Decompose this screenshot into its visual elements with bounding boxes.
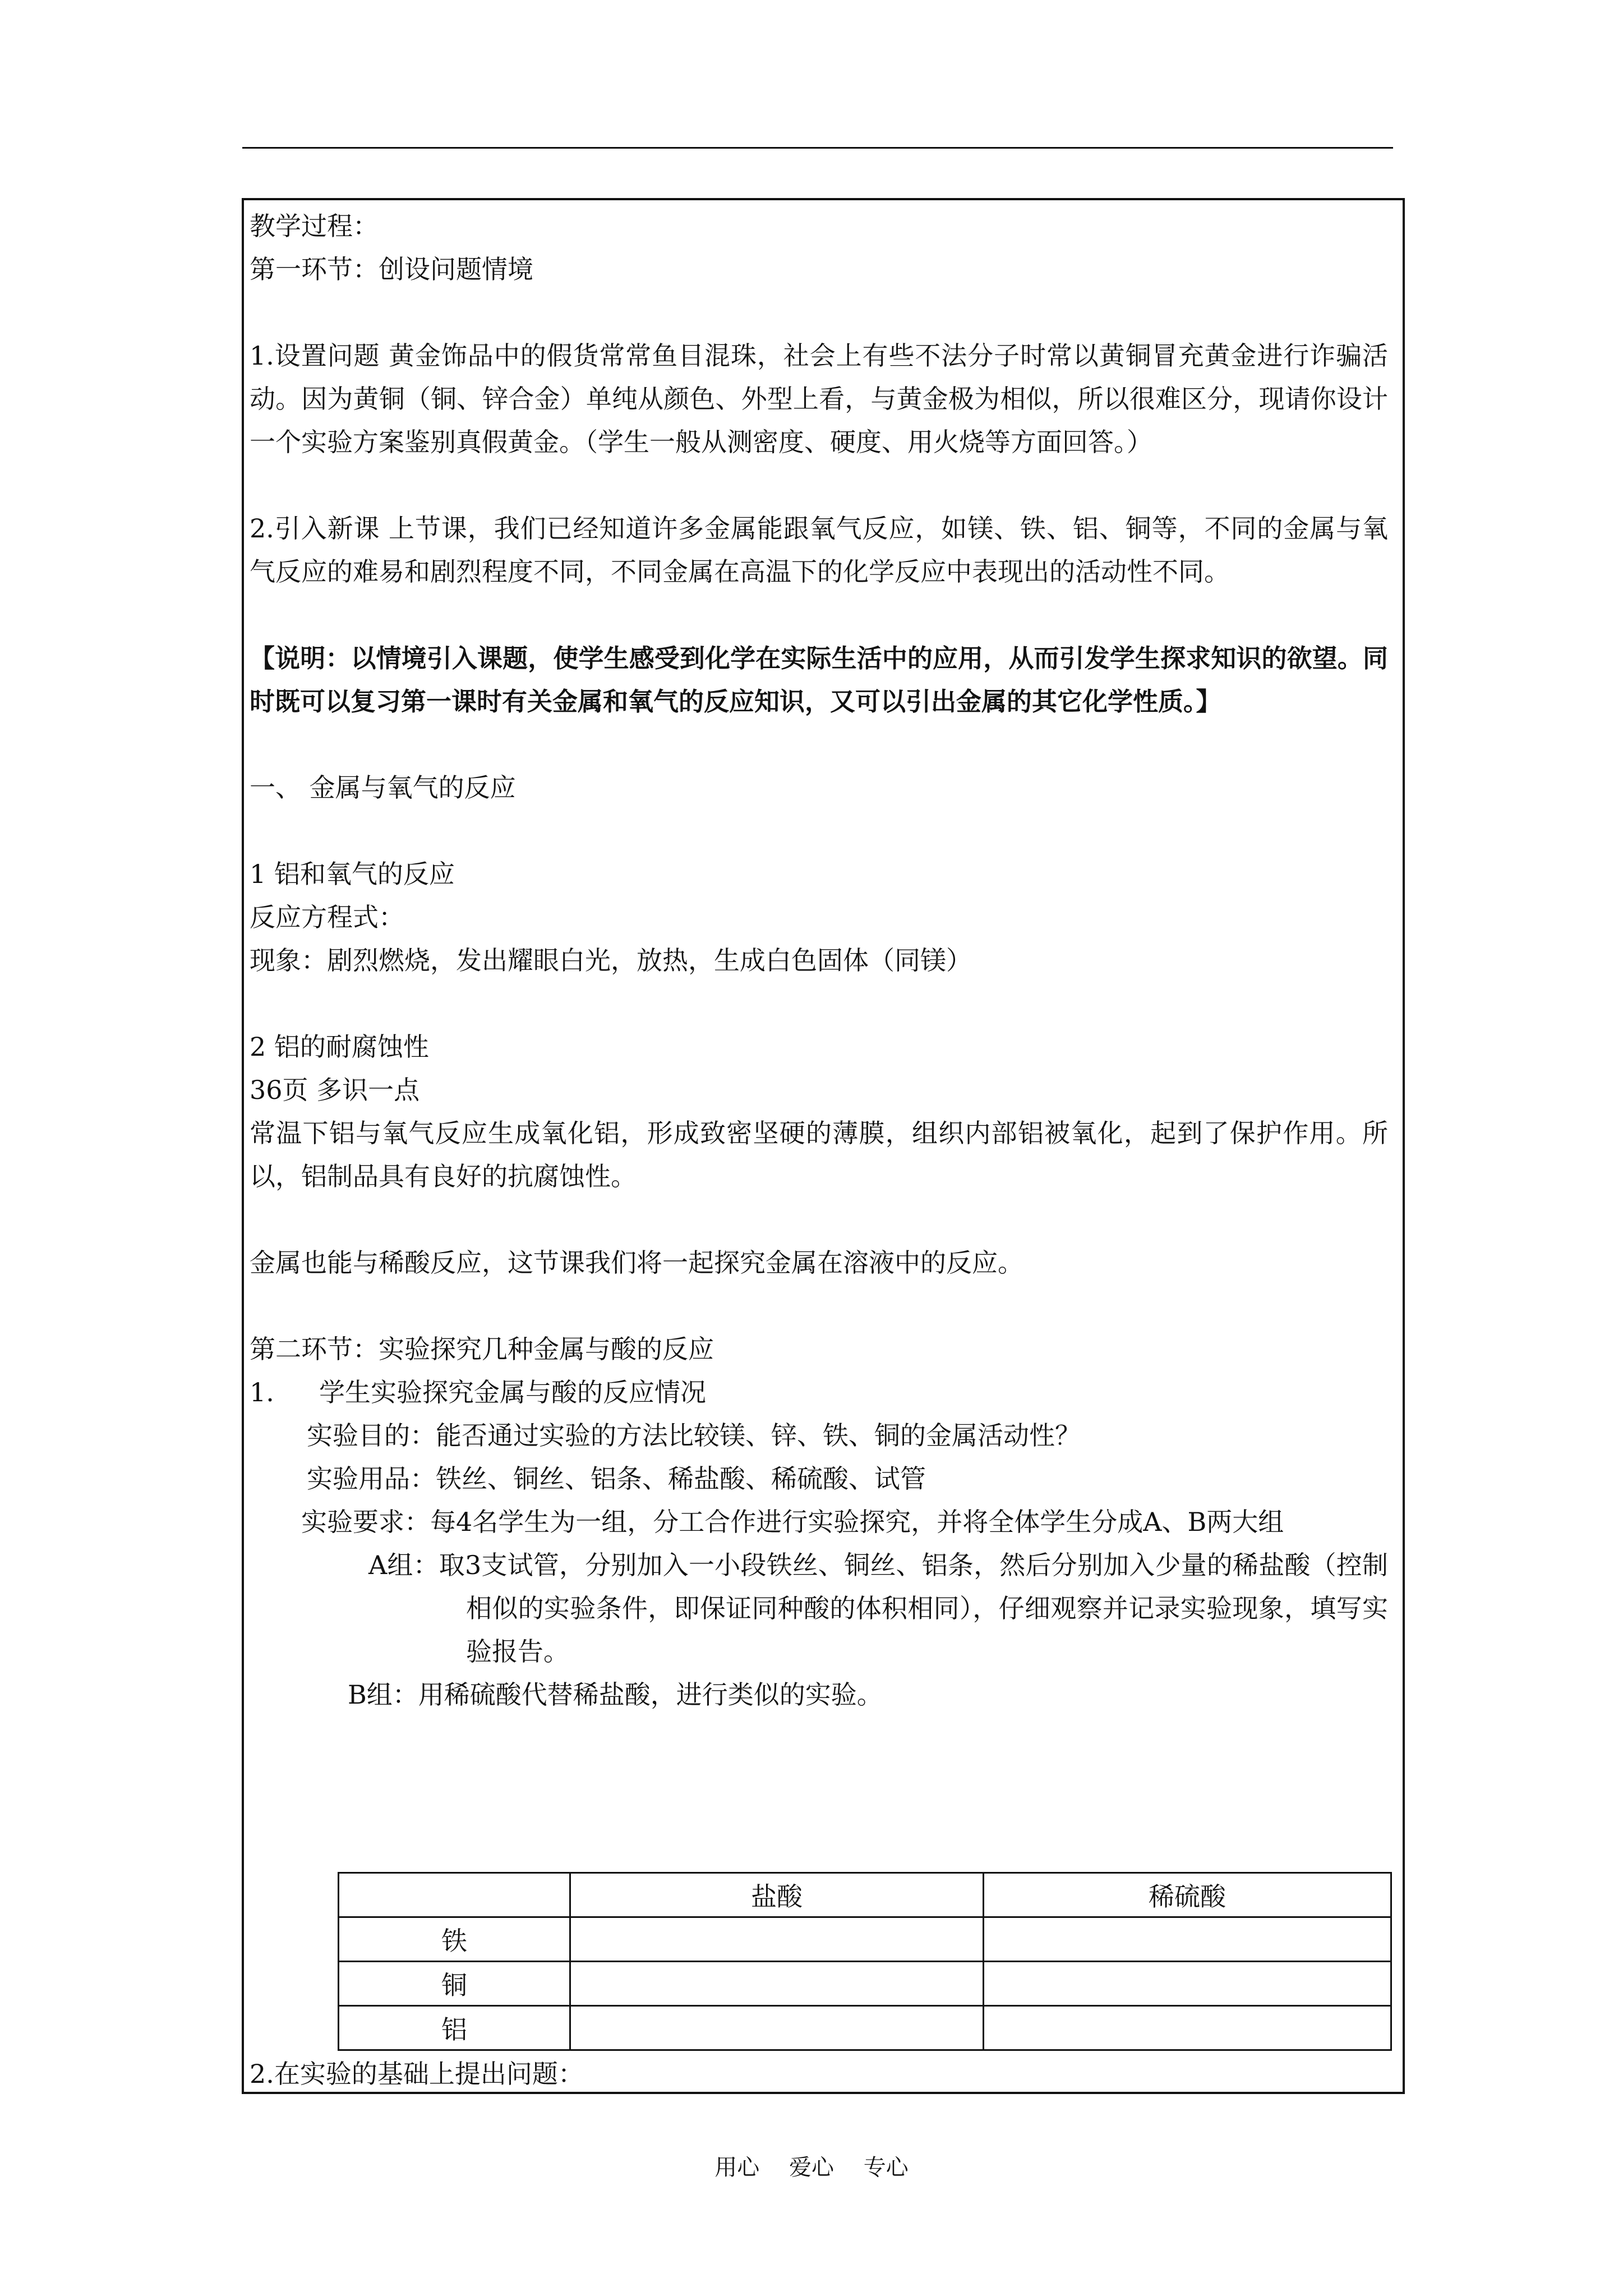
table-cell <box>984 1962 1391 2006</box>
list-item-questions: 2.在实验的基础上提出问题： <box>250 2059 584 2089</box>
group-a-instructions: A组：取3支试管，分别加入一小段铁丝、铜丝、铝条，然后分别加入少量的稀盐酸（控制相似的实验条件，即保证同种酸的体积相同），仔细观察并记录实验现象，填写实验报告。 <box>368 1550 1388 1667</box>
explanation-note: 【说明：以情境引入课题，使学生感受到化学在实际生活中的应用，从而引发学生探求知识的欲望。同时既可以复习第一课时有关金属和氧气的反应知识，又可以引出金属的其它化学性质。】 <box>250 643 1388 716</box>
heading-stage-two: 第二环节：实验探究几种金属与酸的反应 <box>250 1334 714 1364</box>
paragraph-set-question: 1.设置问题 黄金饰品中的假货常常鱼目混珠，社会上有些不法分子时常以黄铜冒充黄金进行诈骗活动。因为黄铜（铜、锌合金）单纯从颜色、外型上看，与黄金极为相似，所以很难区分，现请你设计一个实验方案鉴别真假黄金。（学生一般从测密度、硬度、用火烧等方面回答。） <box>250 341 1388 457</box>
group-b-instructions: B组：用稀硫酸代替稀盐酸，进行类似的实验。 <box>348 1680 883 1710</box>
table-cell <box>570 2006 984 2050</box>
table-row <box>339 1962 1391 2006</box>
table-row-label: 铜 <box>339 1962 570 2006</box>
page-footer: 用心 爱心 专心 <box>714 2155 909 2180</box>
list-item-text: 学生实验探究金属与酸的反应情况 <box>319 1377 706 1407</box>
subsection-corrosion-resistance: 2 铝的耐腐蚀性 <box>250 1032 429 1062</box>
page-reference: 36页 多识一点 <box>250 1075 420 1105</box>
header-rule <box>242 147 1393 149</box>
paragraph-aluminum-oxide: 常温下铝与氧气反应生成氧化铝，形成致密坚硬的薄膜，组织内部铝被氧化，起到了保护作用。所以，铝制品具有良好的抗腐蚀性。 <box>250 1118 1388 1191</box>
heading-stage-one: 第一环节：创设问题情境 <box>250 254 533 284</box>
table-row <box>339 1917 1391 1962</box>
table-header-cell <box>339 1873 570 1917</box>
table-header-row <box>339 1873 1391 1917</box>
lesson-content <box>250 205 1388 1717</box>
table-row-label: 铝 <box>339 2006 570 2050</box>
experiment-report-table <box>338 1872 1392 2051</box>
table-header-cell: 盐酸 <box>570 1873 984 1917</box>
table-cell <box>984 1917 1391 1962</box>
subsection-aluminum-oxygen: 1 铝和氧气的反应 <box>250 859 455 889</box>
list-number: 1. <box>250 1377 274 1407</box>
table-header-cell: 稀硫酸 <box>984 1873 1391 1917</box>
experiment-supplies: 实验用品：铁丝、铜丝、铝条、稀盐酸、稀硫酸、试管 <box>307 1464 926 1494</box>
table-row-label: 铁 <box>339 1917 570 1962</box>
experiment-requirements: 实验要求：每4名学生为一组，分工合作进行实验探究，并将全体学生分成A、B两大组 <box>301 1507 1284 1537</box>
paragraph-metal-acid: 金属也能与稀酸反应，这节课我们将一起探究金属在溶液中的反应。 <box>250 1248 1023 1278</box>
reaction-equation-label: 反应方程式： <box>250 902 404 932</box>
table-cell <box>570 1917 984 1962</box>
section-metal-oxygen: 一、 金属与氧气的反应 <box>250 772 516 803</box>
paragraph-introduce-lesson: 2.引入新课 上节课，我们已经知道许多金属能跟氧气反应，如镁、铁、铝、铜等，不同的金属与氧气反应的难易和剧烈程度不同，不同金属在高温下的化学反应中表现出的活动性不同。 <box>250 513 1388 587</box>
table-cell <box>570 1962 984 2006</box>
list-item-experiment <box>250 1371 1388 1414</box>
phenomenon-text: 现象：剧烈燃烧，发出耀眼白光，放热，生成白色固体（同镁） <box>250 945 972 976</box>
table-cell <box>984 2006 1391 2050</box>
heading-teaching-process: 教学过程： <box>250 211 379 241</box>
table-row <box>339 2006 1391 2050</box>
experiment-purpose: 实验目的：能否通过实验的方法比较镁、锌、铁、铜的金属活动性？ <box>307 1420 1081 1451</box>
